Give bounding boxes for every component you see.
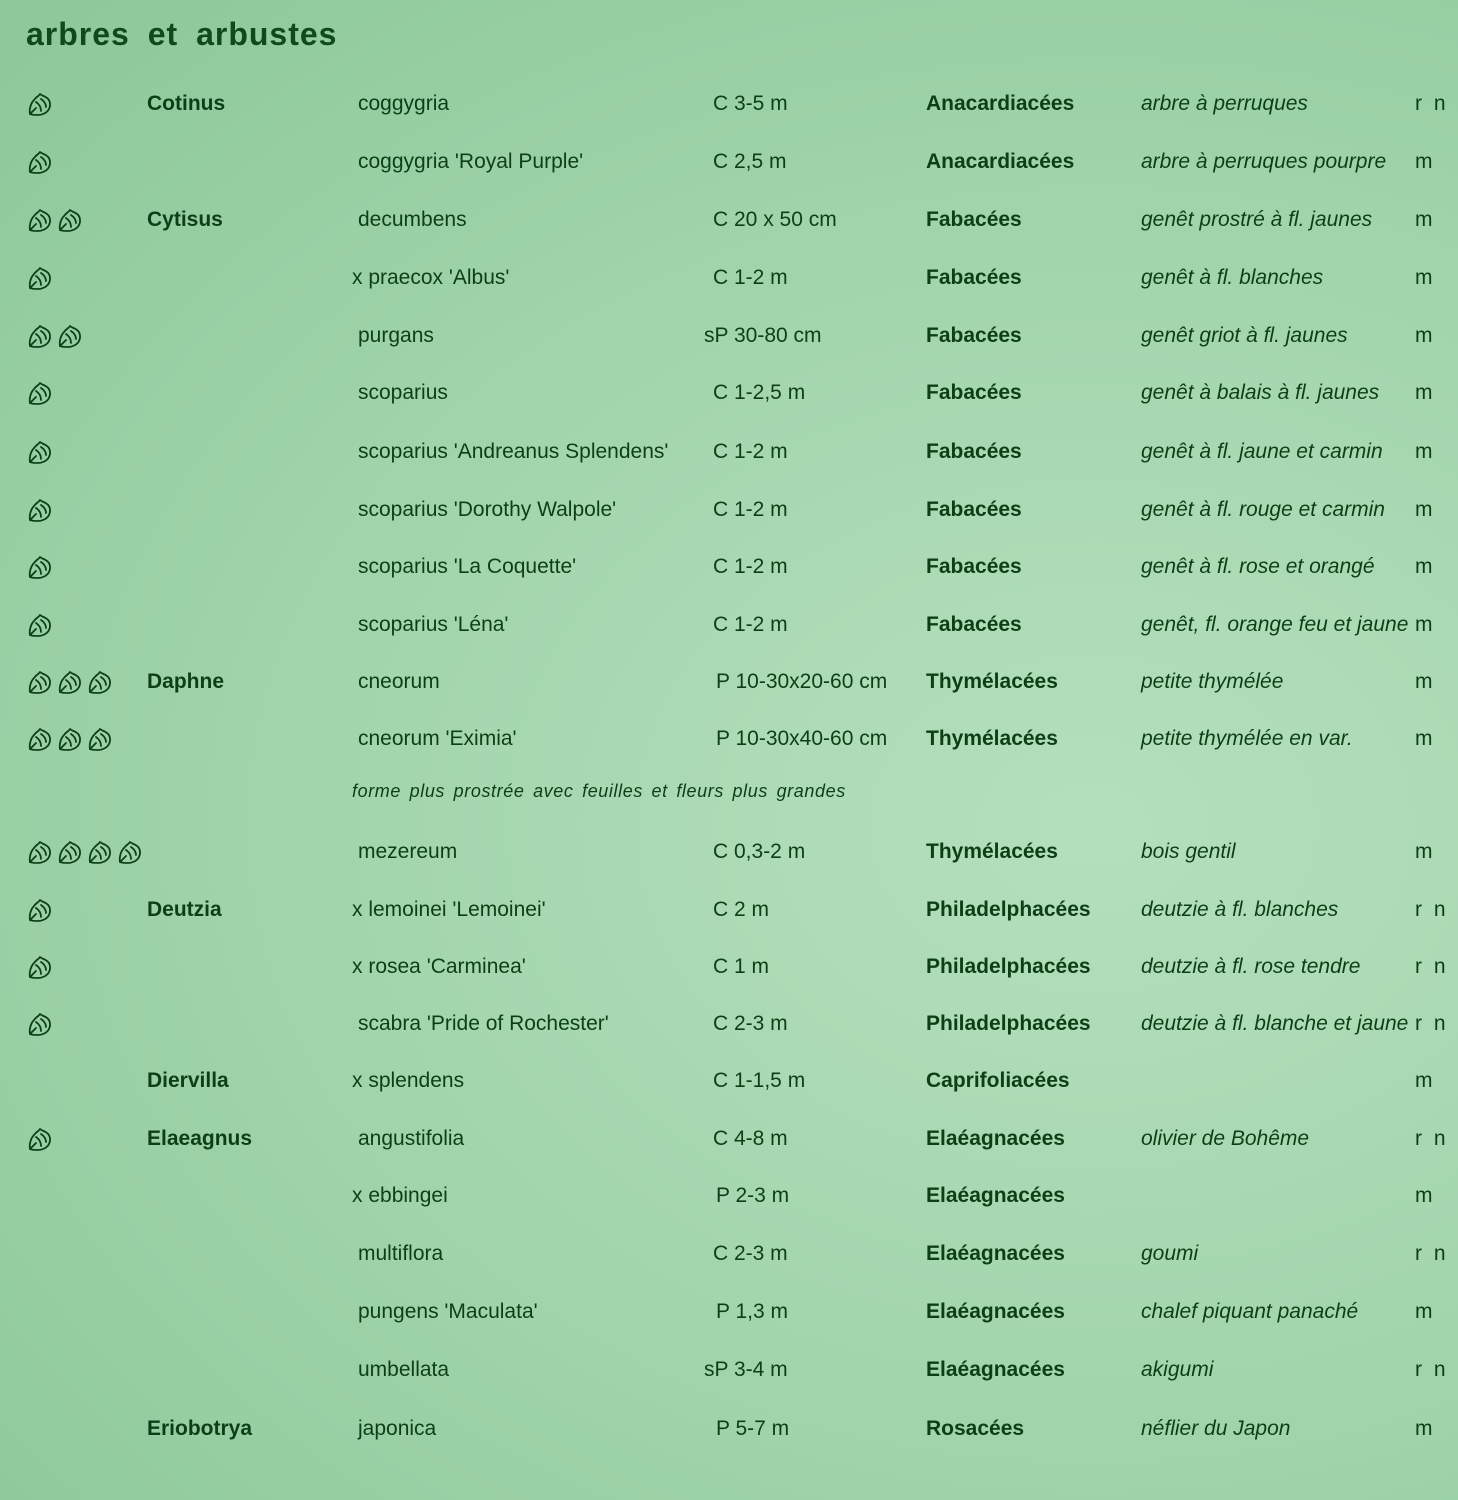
leaf-icon [26, 379, 54, 407]
cell-genus: Elaeagnus [147, 1127, 253, 1150]
cell-common: néflier du Japon [1141, 1417, 1291, 1440]
cell-mark: r n [1415, 1012, 1449, 1035]
cell-family: Elaéagnacées [926, 1184, 1065, 1207]
cell-family: Caprifoliacées [926, 1069, 1070, 1092]
cell-common: olivier de Bohême [1141, 1127, 1310, 1150]
table-row [0, 1004, 1458, 1044]
cell-size: P 1,3 m [716, 1300, 788, 1323]
cell-family: Fabacées [926, 208, 1022, 231]
cell-family: Fabacées [926, 555, 1022, 578]
cell-mark: m [1415, 324, 1436, 347]
hardiness-icons [26, 264, 54, 292]
cell-family: Fabacées [926, 613, 1022, 636]
hardiness-icons [26, 322, 84, 350]
cell-family: Fabacées [926, 324, 1022, 347]
hardiness-icons [26, 206, 84, 234]
cell-family: Anacardiacées [926, 92, 1075, 115]
cell-size: P 10-30x20-60 cm [716, 670, 888, 693]
cell-species: coggygria [358, 92, 450, 115]
cell-mark: m [1415, 440, 1436, 463]
cell-species: scoparius 'Dorothy Walpole' [358, 498, 617, 521]
table-row [0, 490, 1458, 530]
table-row [0, 547, 1458, 587]
leaf-icon [26, 1010, 54, 1038]
cell-size: C 1-2 m [713, 555, 788, 578]
table-row [0, 316, 1458, 356]
cell-size: sP 30-80 cm [704, 324, 822, 347]
leaf-icon [86, 838, 114, 866]
cell-species: scoparius 'Andreanus Splendens' [358, 440, 669, 463]
cell-family: Thymélacées [926, 670, 1058, 693]
cell-mark: m [1415, 1069, 1436, 1092]
leaf-icon [26, 322, 54, 350]
table-row [0, 890, 1458, 930]
cell-species: scabra 'Pride of Rochester' [358, 1012, 609, 1035]
table-row [0, 1061, 1458, 1101]
cell-family: Philadelphacées [926, 955, 1091, 978]
cell-size: C 1-2 m [713, 266, 788, 289]
leaf-icon [26, 896, 54, 924]
leaf-icon [56, 668, 84, 696]
cell-species: mezereum [358, 840, 458, 863]
cell-species: scoparius 'Léna' [358, 613, 509, 636]
cell-mark: r n [1415, 1242, 1449, 1265]
cell-size: C 20 x 50 cm [713, 208, 837, 231]
cell-species: cneorum 'Eximia' [358, 727, 517, 750]
cell-species: purgans [358, 324, 434, 347]
hardiness-icons [26, 438, 54, 466]
cell-genus: Cotinus [147, 92, 226, 115]
cell-mark: m [1415, 381, 1436, 404]
cell-species: x praecox 'Albus' [352, 266, 510, 289]
cell-size: C 1-2,5 m [713, 381, 806, 404]
cell-genus: Eriobotrya [147, 1417, 253, 1440]
cell-species: x lemoinei 'Lemoinei' [352, 898, 546, 921]
cell-species: cneorum [358, 670, 440, 693]
cell-species: x rosea 'Carminea' [352, 955, 526, 978]
cell-family: Anacardiacées [926, 150, 1075, 173]
cell-common: genêt prostré à fl. jaunes [1141, 208, 1373, 231]
cell-genus: Daphne [147, 670, 225, 693]
hardiness-icons [26, 611, 54, 639]
cell-mark: m [1415, 1184, 1436, 1207]
cell-mark: m [1415, 498, 1436, 521]
leaf-icon [26, 1125, 54, 1153]
leaf-icon [26, 953, 54, 981]
table-row [0, 605, 1458, 645]
cell-family: Elaéagnacées [926, 1127, 1065, 1150]
cell-mark: m [1415, 670, 1436, 693]
cell-mark: m [1415, 1417, 1436, 1440]
cell-species: coggygria 'Royal Purple' [358, 150, 584, 173]
cell-mark: m [1415, 208, 1436, 231]
leaf-icon [26, 438, 54, 466]
hardiness-icons [26, 148, 54, 176]
cell-mark: r n [1415, 955, 1449, 978]
cell-family: Philadelphacées [926, 898, 1091, 921]
table-row [0, 719, 1458, 759]
leaf-icon [56, 725, 84, 753]
cell-mark: r n [1415, 92, 1449, 115]
hardiness-icons [26, 896, 54, 924]
cell-common: deutzie à fl. rose tendre [1141, 955, 1361, 978]
hardiness-icons [26, 838, 144, 866]
leaf-icon [26, 725, 54, 753]
hardiness-icons [26, 379, 54, 407]
cell-mark: r n [1415, 1127, 1449, 1150]
cell-size: P 2-3 m [716, 1184, 790, 1207]
leaf-icon [56, 838, 84, 866]
cell-species: multiflora [358, 1242, 444, 1265]
leaf-icon [26, 668, 54, 696]
cell-family: Fabacées [926, 266, 1022, 289]
leaf-icon [26, 611, 54, 639]
hardiness-icons [26, 953, 54, 981]
hardiness-icons [26, 553, 54, 581]
cell-common: genêt, fl. orange feu et jaune [1141, 613, 1409, 636]
plant-note: forme plus prostrée avec feuilles et fleurs plus grandes [352, 781, 846, 801]
cell-species: umbellata [358, 1358, 450, 1381]
table-row [0, 142, 1458, 182]
table-row [0, 1409, 1458, 1449]
cell-species: scoparius [358, 381, 448, 404]
cell-common: deutzie à fl. blanche et jaune [1141, 1012, 1409, 1035]
cell-common: genêt à fl. rose et orangé [1141, 555, 1375, 578]
leaf-icon [26, 264, 54, 292]
leaf-icon [116, 838, 144, 866]
cell-size: C 4-8 m [713, 1127, 788, 1150]
cell-genus: Deutzia [147, 898, 222, 921]
cell-common: genêt griot à fl. jaunes [1141, 324, 1348, 347]
cell-mark: m [1415, 1300, 1436, 1323]
table-row [0, 84, 1458, 124]
cell-genus: Diervilla [147, 1069, 229, 1092]
leaf-icon [86, 668, 114, 696]
table-row [0, 432, 1458, 472]
cell-common: petite thymélée en var. [1141, 727, 1353, 750]
cell-size: C 0,3-2 m [713, 840, 806, 863]
table-row [0, 1119, 1458, 1159]
cell-mark: r n [1415, 898, 1449, 921]
cell-genus: Cytisus [147, 208, 223, 231]
cell-family: Thymélacées [926, 840, 1058, 863]
table-row [0, 373, 1458, 413]
leaf-icon [26, 496, 54, 524]
hardiness-icons [26, 90, 54, 118]
table-row [0, 832, 1458, 872]
cell-species: x ebbingei [352, 1184, 448, 1207]
cell-mark: m [1415, 555, 1436, 578]
cell-size: sP 3-4 m [704, 1358, 788, 1381]
cell-size: P 10-30x40-60 cm [716, 727, 888, 750]
cell-common: arbre à perruques [1141, 92, 1308, 115]
hardiness-icons [26, 725, 114, 753]
page-title: arbres et arbustes [26, 16, 338, 52]
cell-mark: m [1415, 613, 1436, 636]
cell-family: Elaéagnacées [926, 1242, 1065, 1265]
cell-size: P 5-7 m [716, 1417, 790, 1440]
cell-size: C 3-5 m [713, 92, 788, 115]
cell-common: bois gentil [1141, 840, 1236, 863]
hardiness-icons [26, 496, 54, 524]
cell-family: Elaéagnacées [926, 1358, 1065, 1381]
table-row [0, 258, 1458, 298]
leaf-icon [26, 148, 54, 176]
leaf-icon [26, 90, 54, 118]
cell-mark: r n [1415, 1358, 1449, 1381]
cell-size: C 2-3 m [713, 1012, 788, 1035]
cell-size: C 1-2 m [713, 613, 788, 636]
cell-mark: m [1415, 266, 1436, 289]
cell-size: C 1-2 m [713, 440, 788, 463]
cell-common: arbre à perruques pourpre [1141, 150, 1387, 173]
table-row [0, 200, 1458, 240]
cell-common: genêt à fl. blanches [1141, 266, 1324, 289]
cell-common: genêt à fl. jaune et carmin [1141, 440, 1383, 463]
table-row [0, 1350, 1458, 1390]
cell-species: scoparius 'La Coquette' [358, 555, 577, 578]
cell-family: Fabacées [926, 381, 1022, 404]
cell-common: akigumi [1141, 1358, 1214, 1381]
cell-common: genêt à fl. rouge et carmin [1141, 498, 1385, 521]
cell-family: Philadelphacées [926, 1012, 1091, 1035]
cell-size: C 1-1,5 m [713, 1069, 806, 1092]
cell-species: x splendens [352, 1069, 465, 1092]
cell-mark: m [1415, 840, 1436, 863]
table-row [0, 947, 1458, 987]
cell-family: Fabacées [926, 498, 1022, 521]
leaf-icon [86, 725, 114, 753]
leaf-icon [56, 322, 84, 350]
leaf-icon [26, 553, 54, 581]
hardiness-icons [26, 668, 114, 696]
cell-species: decumbens [358, 208, 467, 231]
cell-mark: m [1415, 727, 1436, 750]
cell-family: Fabacées [926, 440, 1022, 463]
table-row [0, 662, 1458, 702]
table-row [0, 1292, 1458, 1332]
cell-size: C 2 m [713, 898, 770, 921]
cell-species: angustifolia [358, 1127, 465, 1150]
hardiness-icons [26, 1010, 54, 1038]
cell-family: Thymélacées [926, 727, 1058, 750]
cell-family: Rosacées [926, 1417, 1025, 1440]
cell-mark: m [1415, 150, 1436, 173]
leaf-icon [26, 838, 54, 866]
cell-common: genêt à balais à fl. jaunes [1141, 381, 1380, 404]
cell-size: C 1-2 m [713, 498, 788, 521]
cell-common: goumi [1141, 1242, 1199, 1265]
cell-size: C 2-3 m [713, 1242, 788, 1265]
leaf-icon [26, 206, 54, 234]
leaf-icon [56, 206, 84, 234]
cell-common: petite thymélée [1141, 670, 1284, 693]
cell-species: japonica [358, 1417, 437, 1440]
hardiness-icons [26, 1125, 54, 1153]
cell-size: C 2,5 m [713, 150, 787, 173]
table-row [0, 1234, 1458, 1274]
cell-family: Elaéagnacées [926, 1300, 1065, 1323]
cell-common: chalef piquant panaché [1141, 1300, 1359, 1323]
cell-size: C 1 m [713, 955, 770, 978]
table-row [0, 1176, 1458, 1216]
cell-species: pungens 'Maculata' [358, 1300, 538, 1323]
cell-common: deutzie à fl. blanches [1141, 898, 1339, 921]
